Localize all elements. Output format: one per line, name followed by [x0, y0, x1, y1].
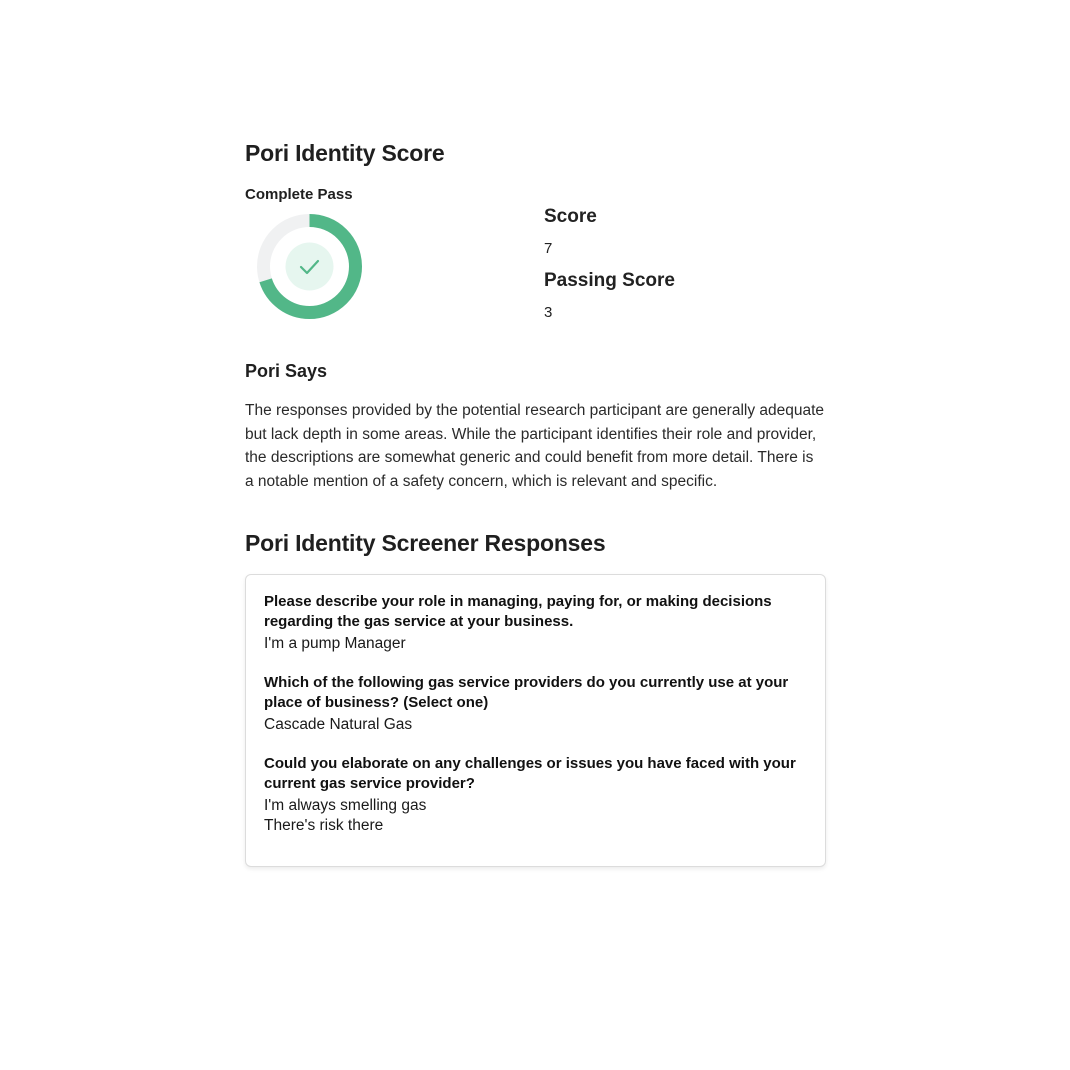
check-badge-background	[286, 243, 334, 291]
score-label: Score	[544, 206, 597, 227]
response-item	[264, 673, 807, 735]
response-question: Which of the following gas service providers do you currently use at your place of business? (Select one)	[264, 674, 789, 711]
passing-score-value: 3	[544, 304, 553, 321]
score-row	[245, 205, 826, 355]
response-item	[264, 592, 807, 654]
passing-score-label: Passing Score	[544, 270, 675, 291]
responses-heading: Pori Identity Screener Responses	[245, 530, 606, 556]
score-metrics	[544, 205, 675, 333]
response-answer: I'm always smelling gas	[264, 797, 427, 814]
pori-says-heading: Pori Says	[245, 361, 328, 381]
response-item	[264, 754, 807, 836]
response-answer: I'm a pump Manager	[264, 635, 406, 652]
responses-card	[245, 574, 826, 867]
score-donut-chart	[256, 213, 363, 320]
score-value: 7	[544, 240, 553, 257]
score-report	[245, 138, 826, 867]
response-question: Could you elaborate on any challenges or issues you have faced with your current gas service provider?	[264, 755, 796, 792]
response-answer: There's risk there	[264, 817, 384, 834]
response-answer: Cascade Natural Gas	[264, 716, 413, 733]
pori-says-text: The responses provided by the potential research participant are generally adequate but lack depth in some areas. While the participant identifies their role and provider, the descriptions are somewhat generic and could benefit from more detail. There is a notable mention of a safety concern, which is relevant and specific.	[245, 402, 825, 490]
page-title: Pori Identity Score	[245, 140, 445, 166]
response-question: Please describe your role in managing, paying for, or making decisions regarding the gas service at your business.	[264, 593, 772, 630]
pass-status-label: Complete Pass	[245, 186, 353, 203]
